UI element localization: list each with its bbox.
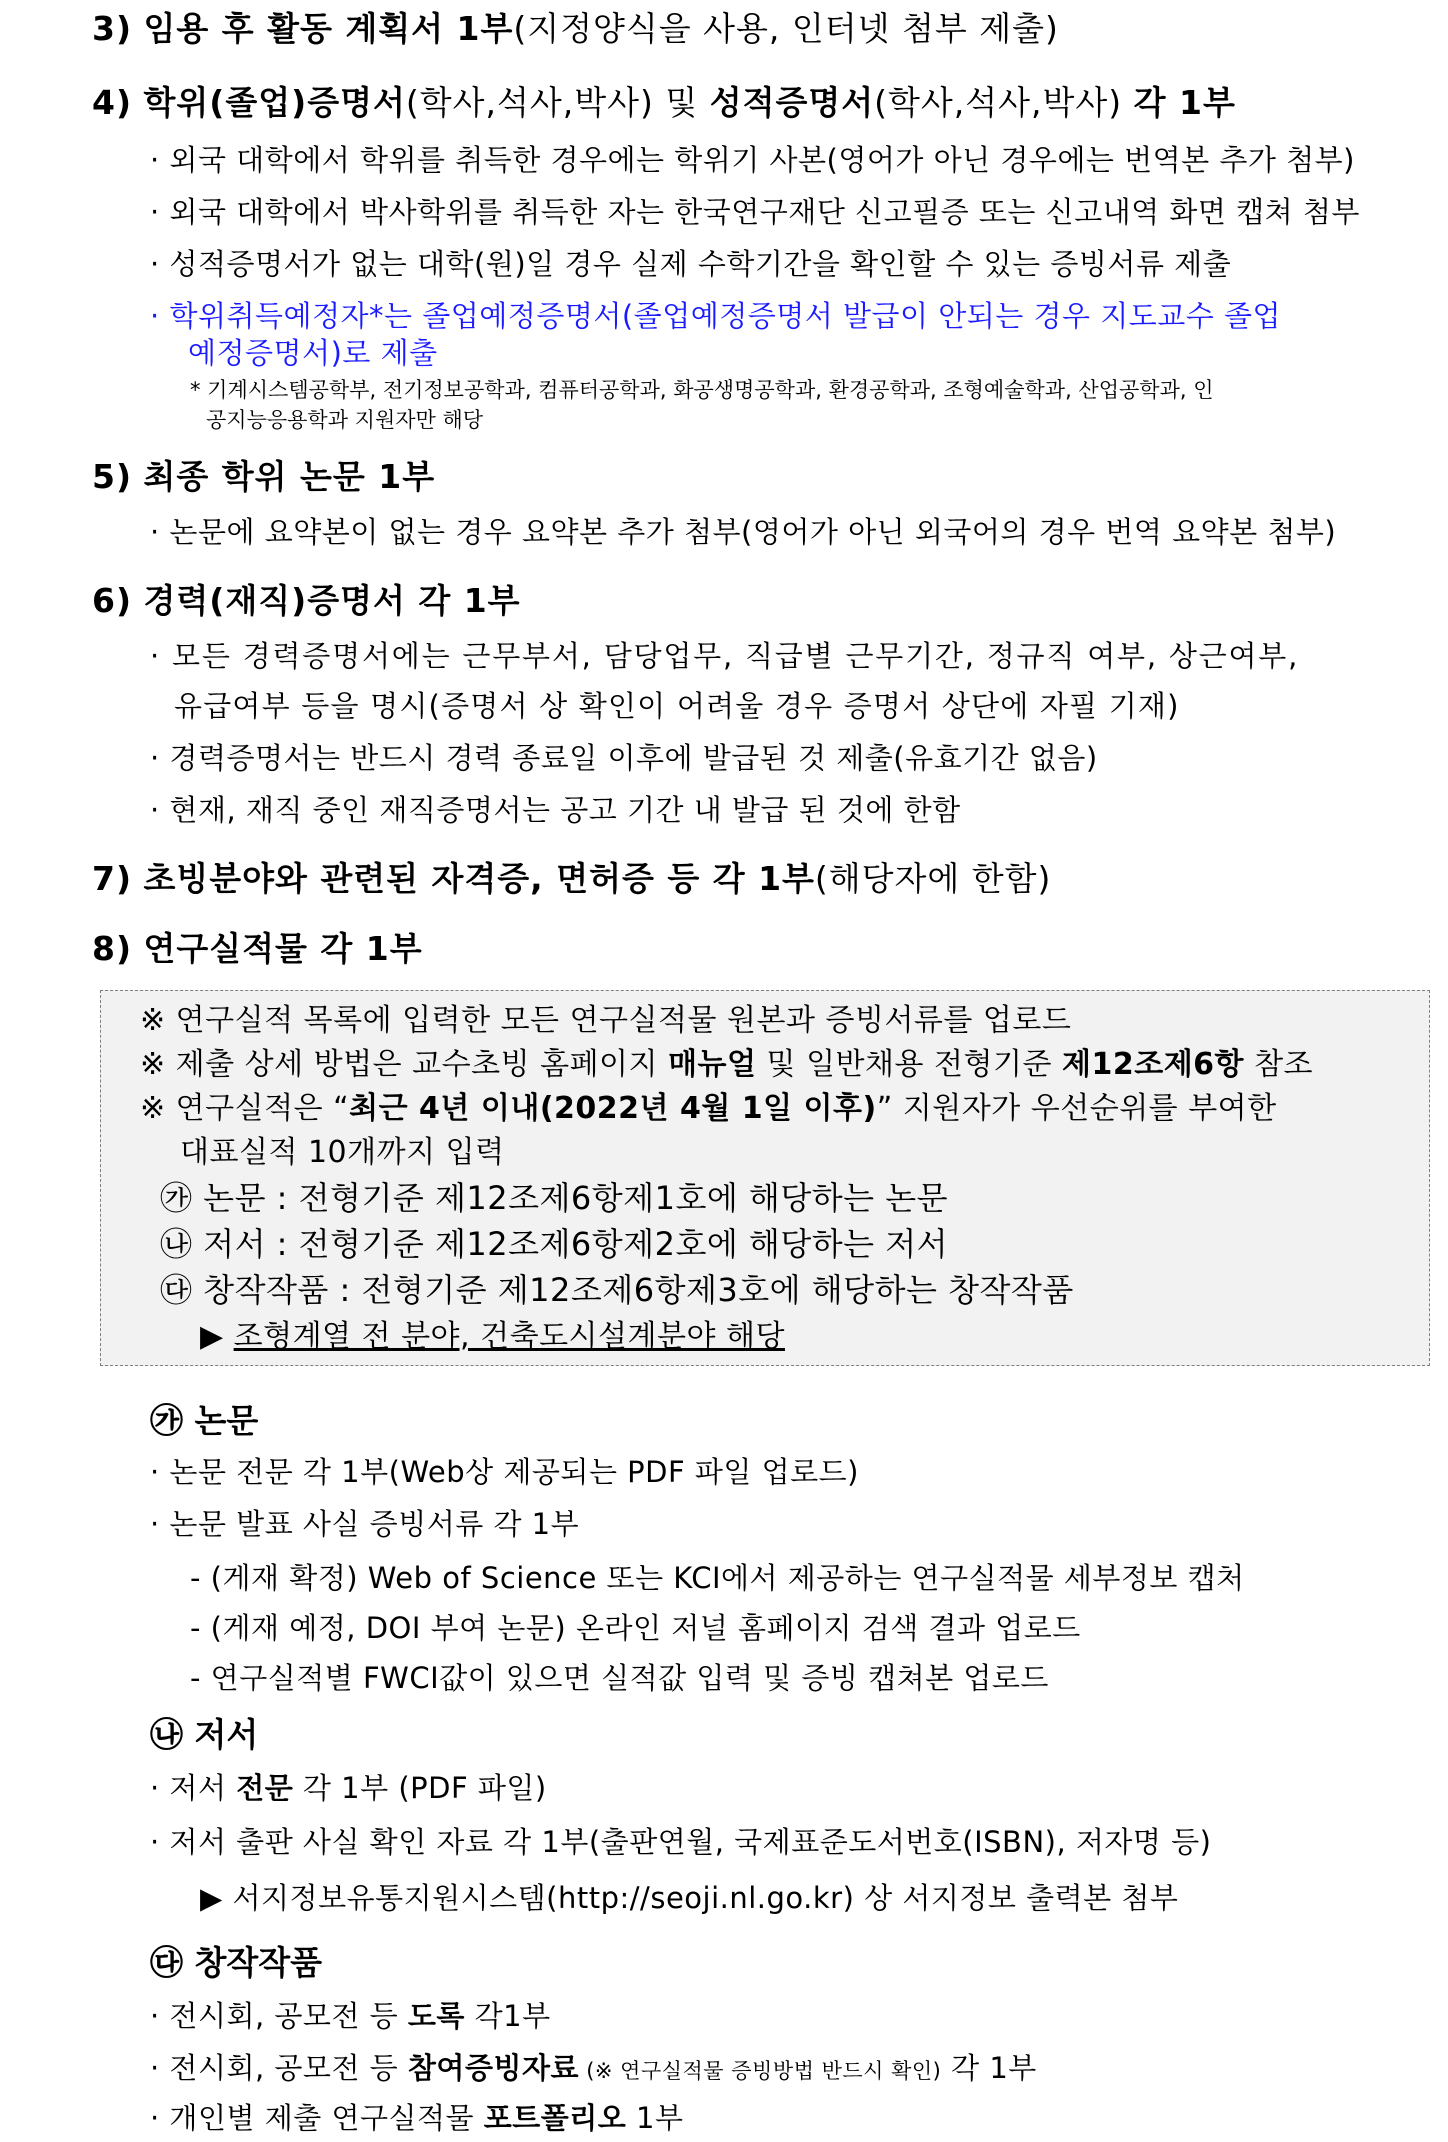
notice-text: 참조	[1244, 1047, 1314, 1082]
section-title: 임용 후 활동 계획서 1부	[143, 9, 514, 48]
item-text: 각 1부 (PDF 파일)	[293, 1771, 547, 1805]
list-item	[150, 2101, 684, 2135]
section-number: 7)	[92, 859, 133, 898]
list-item: · 논문에 요약본이 없는 경우 요약본 추가 첨부(영어가 아닌 외국어의 경우 번역 요약본 첨부)	[150, 515, 1337, 549]
underlined-note: 조형계열 전 분야, 건축도시설계분야 해당	[233, 1319, 785, 1354]
list-item: · 외국 대학에서 박사학위를 취득한 자는 한국연구재단 신고필증 또는 신고내역 화면 캡쳐 첨부	[150, 195, 1360, 229]
item-emphasis: 도록	[407, 1999, 465, 2033]
list-item: · 논문 발표 사실 증빙서류 각 1부	[150, 1507, 580, 1541]
section-number: 5)	[92, 457, 133, 496]
notice-line	[140, 1047, 1314, 1082]
item-text: 각1부	[464, 1999, 551, 2033]
notice-text: ” 지원자가 우선순위를 부여한	[876, 1091, 1277, 1126]
notice-line	[140, 1091, 1277, 1126]
section-8-heading	[92, 929, 423, 968]
notice-category: ㉰ 창작작품 : 전형기준 제12조제6항제3호에 해당하는 창작작품	[160, 1271, 1074, 1309]
item-text: · 저서	[150, 1771, 237, 1805]
footnote-cont: 공지능응용학과 지원자만 해당	[206, 408, 484, 432]
highlight-text: 학위취득예정자*는 졸업예정증명서(졸업예정증명서 발급이 안되는 경우 지도교수 졸업	[169, 299, 1282, 333]
sub-item: - (게재 예정, DOI 부여 논문) 온라인 저널 홈페이지 검색 결과 업로드	[190, 1611, 1081, 1645]
list-item: · 저서 출판 사실 확인 자료 각 1부(출판연월, 국제표준도서번호(ISBN), 저자명 등)	[150, 1825, 1212, 1859]
section-6-heading	[92, 581, 521, 620]
section-7-heading	[92, 859, 1052, 898]
section-number: 8)	[92, 929, 133, 968]
section-quantity: 각 1부	[1133, 83, 1236, 122]
item-emphasis: 전문	[236, 1771, 294, 1805]
item-small-note: (※ 연구실적물 증빙방법 반드시 확인)	[579, 2059, 942, 2083]
list-item-highlight	[150, 299, 1282, 333]
triangle-icon: ▶	[200, 1319, 234, 1354]
notice-category: ㉮ 논문 : 전형기준 제12조제6항제1호에 해당하는 논문	[160, 1179, 949, 1217]
section-title: 초빙분야와 관련된 자격증, 면허증 등 각 1부	[143, 859, 815, 898]
list-item: · 경력증명서는 반드시 경력 종료일 이후에 발급된 것 제출(유효기간 없음)	[150, 741, 1098, 775]
notice-text: 및 일반채용 전형기준	[756, 1047, 1062, 1082]
notice-emphasis: 최근 4년 이내(2022년 4월 1일 이후)	[349, 1091, 877, 1126]
notice-text: ※ 연구실적은 “	[140, 1091, 350, 1126]
section-number: 4)	[92, 83, 133, 122]
section-title: 연구실적물 각 1부	[143, 929, 423, 968]
notice-text: ※ 제출 상세 방법은 교수초빙 홈페이지	[140, 1047, 669, 1082]
list-item: · 논문 전문 각 1부(Web상 제공되는 PDF 파일 업로드)	[150, 1455, 859, 1489]
section-title: 경력(재직)증명서 각 1부	[143, 581, 521, 620]
sub-item: ▶ 서지정보유통지원시스템(http://seoji.nl.go.kr) 상 서지정보 출력본 첨부	[200, 1881, 1179, 1915]
list-item: · 현재, 재직 중인 재직증명서는 공고 기간 내 발급 된 것에 한함	[150, 793, 961, 827]
section-number: 3)	[92, 9, 133, 48]
item-text: · 개인별 제출 연구실적물	[150, 2101, 484, 2135]
section-5-heading	[92, 457, 436, 496]
section-note: (해당자에 한함)	[814, 859, 1052, 898]
section-3-heading	[92, 9, 1059, 48]
notice-subnote	[200, 1319, 785, 1354]
list-item: · 모든 경력증명서에는 근무부서, 담당업무, 직급별 근무기간, 정규직 여부, 상근여부,	[150, 639, 1300, 673]
notice-line: ※ 연구실적 목록에 입력한 모든 연구실적물 원본과 증빙서류를 업로드	[140, 1003, 1072, 1038]
section-4-heading	[92, 83, 1236, 122]
item-text: 1부	[626, 2101, 684, 2135]
list-item	[150, 2051, 1037, 2085]
item-text: 각 1부	[941, 2051, 1037, 2085]
notice-emphasis: 매뉴얼	[668, 1047, 757, 1082]
notice-line: 대표실적 10개까지 입력	[180, 1135, 505, 1170]
item-emphasis: 참여증빙자료	[407, 2051, 580, 2085]
subsection-paper-title: ㉮ 논문	[150, 1401, 259, 1440]
sub-item: - 연구실적별 FWCI값이 있으면 실적값 입력 및 증빙 캡쳐본 업로드	[190, 1661, 1049, 1695]
item-emphasis: 포트폴리오	[483, 2101, 627, 2135]
section-title: 학위(졸업)증명서	[143, 83, 406, 122]
section-number: 6)	[92, 581, 133, 620]
item-text: · 전시회, 공모전 등	[150, 2051, 408, 2085]
subsection-creative-title: ㉰ 창작작품	[150, 1943, 323, 1982]
section-note: (학사,석사,박사) 및	[405, 83, 710, 122]
section-title: 최종 학위 논문 1부	[143, 457, 436, 496]
list-item-cont: 유급여부 등을 명시(증명서 상 확인이 어려울 경우 증명서 상단에 자필 기재)	[174, 689, 1180, 723]
subsection-book-title: ㉯ 저서	[150, 1715, 259, 1754]
section-note: (학사,석사,박사)	[874, 83, 1134, 122]
section-note: (지정양식을 사용, 인터넷 첨부 제출)	[513, 9, 1059, 48]
section-title-2: 성적증명서	[709, 83, 875, 122]
list-item	[150, 1771, 547, 1805]
list-item: · 외국 대학에서 학위를 취득한 경우에는 학위기 사본(영어가 아닌 경우에는 번역본 추가 첨부)	[150, 143, 1355, 177]
list-item	[150, 1999, 551, 2033]
item-text: · 전시회, 공모전 등	[150, 1999, 408, 2033]
notice-category: ㉯ 저서 : 전형기준 제12조제6항제2호에 해당하는 저서	[160, 1225, 949, 1263]
bullet: ·	[150, 299, 170, 333]
sub-item: - (게재 확정) Web of Science 또는 KCI에서 제공하는 연구실적물 세부정보 캡처	[190, 1561, 1245, 1595]
footnote: * 기계시스템공학부, 전기정보공학과, 컴퓨터공학과, 화공생명공학과, 환경공학과, 조형예술학과, 산업공학과, 인	[190, 378, 1214, 402]
list-item-highlight-cont: 예정증명서)로 제출	[188, 336, 438, 370]
notice-emphasis: 제12조제6항	[1061, 1047, 1245, 1082]
list-item: · 성적증명서가 없는 대학(원)일 경우 실제 수학기간을 확인할 수 있는 증빙서류 제출	[150, 247, 1232, 281]
